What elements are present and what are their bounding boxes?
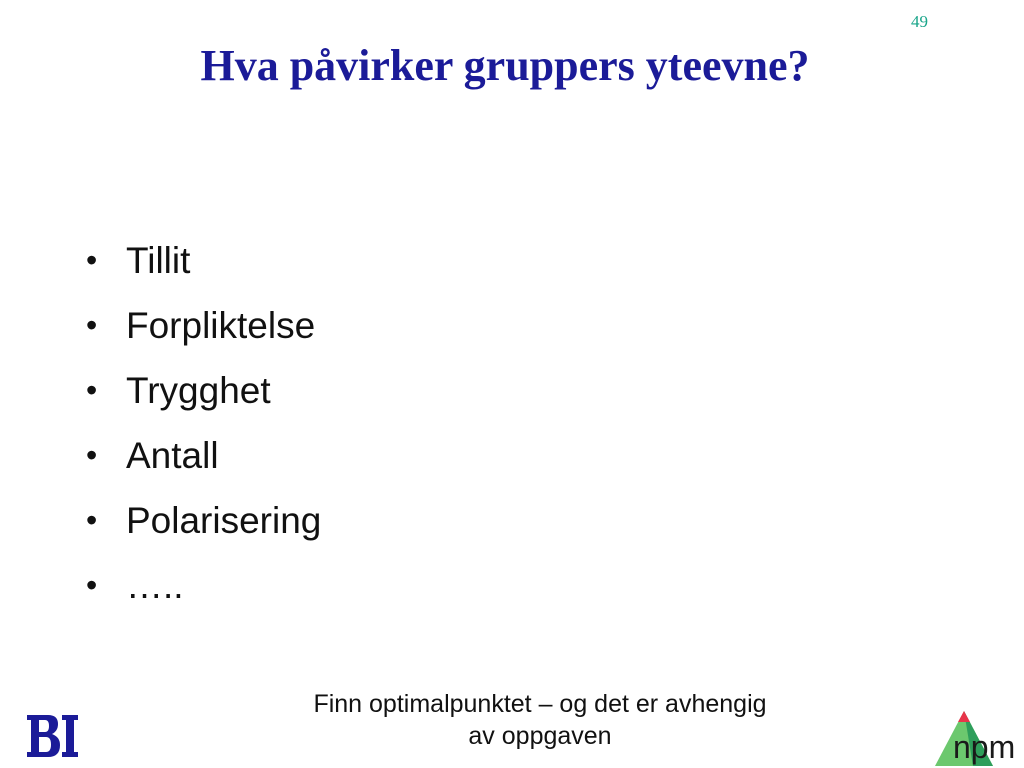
page-number: 49 xyxy=(911,12,928,31)
bi-logo xyxy=(24,712,80,760)
bullet-dot: • xyxy=(86,242,98,278)
bullet-item xyxy=(86,293,321,358)
bullet-text: Polarisering xyxy=(126,499,322,541)
bullet-text: Tillit xyxy=(126,239,191,281)
bullet-item xyxy=(86,228,321,293)
bullet-dot: • xyxy=(86,567,98,603)
bullet-item xyxy=(86,358,321,423)
bullet-item xyxy=(86,488,321,553)
bullet-dot: • xyxy=(86,372,98,408)
bullet-dot: • xyxy=(86,437,98,473)
bullet-dot: • xyxy=(86,502,98,538)
footer-note xyxy=(200,688,880,752)
bullet-item xyxy=(86,553,321,618)
bullet-list xyxy=(86,228,321,618)
bullet-item xyxy=(86,423,321,488)
bullet-text: ….. xyxy=(126,564,184,606)
bullet-dot: • xyxy=(86,307,98,343)
bullet-text: Forpliktelse xyxy=(126,304,316,346)
svg-text:npm: npm xyxy=(953,729,1016,765)
footer-note-line2: av oppgaven xyxy=(468,722,612,750)
npm-logo xyxy=(933,708,1024,768)
bullet-text: Trygghet xyxy=(126,369,271,411)
slide-title: Hva påvirker gruppers yteevne? xyxy=(200,41,810,90)
bullet-text: Antall xyxy=(126,434,219,476)
footer-note-line1: Finn optimalpunktet – og det er avhengig xyxy=(313,690,767,718)
